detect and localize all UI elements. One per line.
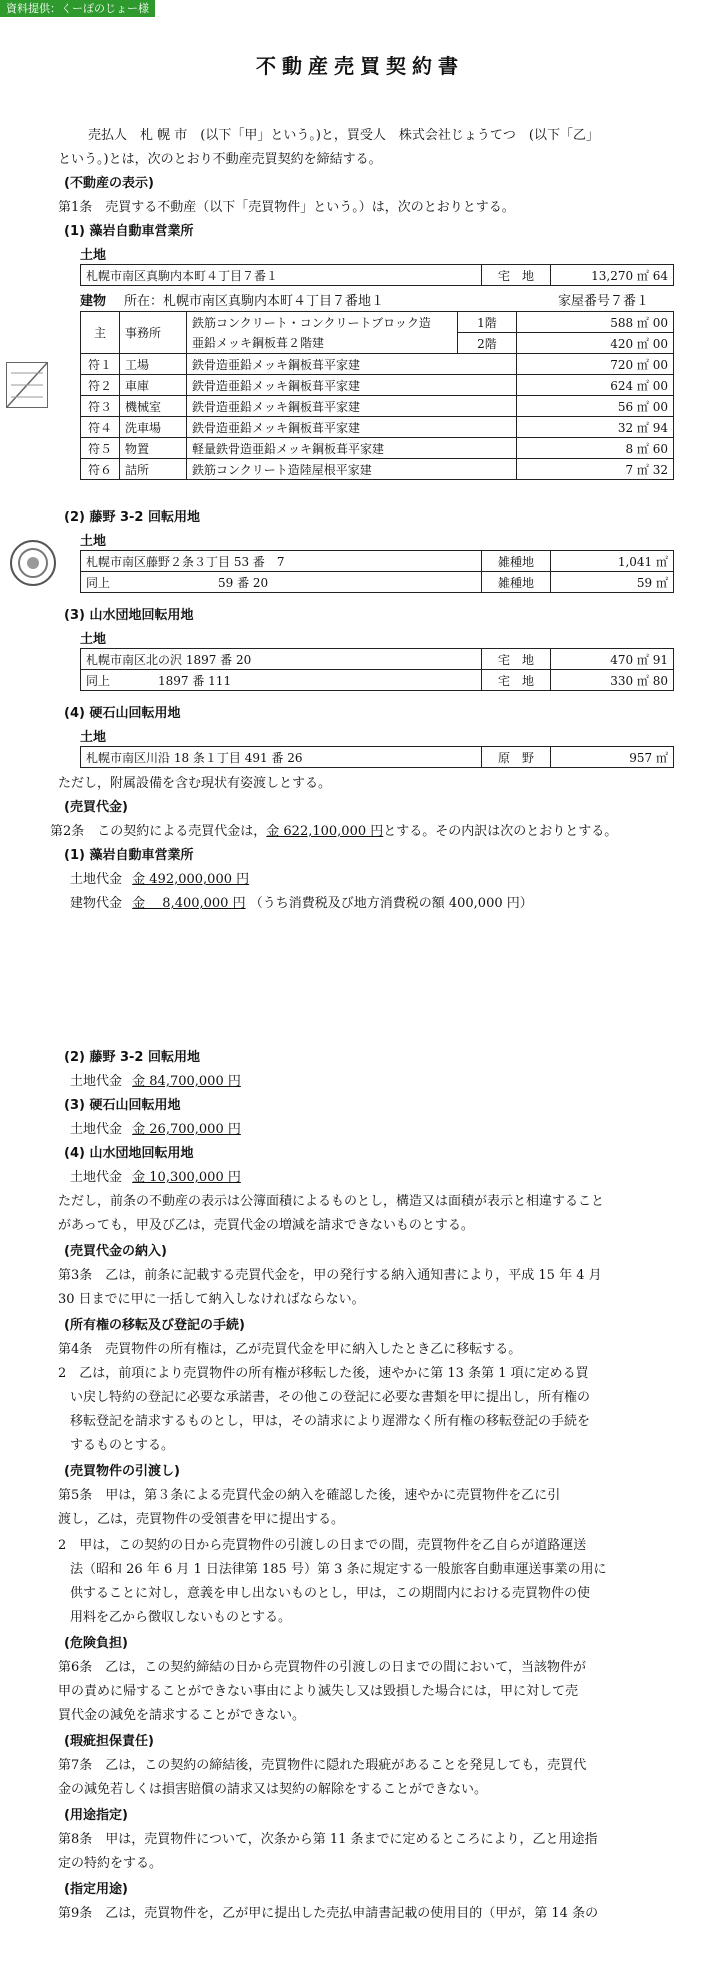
proviso: ただし，前条の不動産の表示は公簿面積によるものとし，構造又は面積が表示と相違すること — [58, 1194, 605, 1209]
use-cell: 車庫 — [120, 375, 187, 396]
article-5: 第5条 甲は，第３条による売買代金の納入を確認した後，速やかに売買物件を乙に引 — [58, 1488, 561, 1503]
use-cell: 事務所 — [120, 312, 187, 354]
mark-cell: 符６ — [81, 459, 120, 480]
table-row — [81, 670, 674, 691]
struct-cell: 軽量鉄骨造亜鉛メッキ鋼板葺平家建 — [187, 438, 517, 459]
mark-cell: 符２ — [81, 375, 120, 396]
section-heading: (用途指定) — [64, 1808, 128, 1823]
price-heading: (1) 藻岩自動車営業所 — [64, 848, 194, 863]
article-5-para-2: 用料を乙から徴収しないものとする。 — [70, 1610, 292, 1625]
article-7: 金の減免若しくは損害賠償の請求又は契約の解除をすることができない。 — [58, 1782, 488, 1797]
table-row — [81, 396, 674, 417]
price-row — [70, 1166, 241, 1185]
area-cell: 1,041 ㎡ — [551, 551, 674, 572]
section-heading: (危険負担) — [64, 1636, 128, 1651]
land-table — [80, 264, 674, 286]
type-cell: 雑種地 — [482, 572, 551, 593]
intro-line-1: 売払人 札 幌 市 (以下「甲」という。)と，買受人 株式会社じょうてつ (以下「乙」 — [88, 128, 599, 143]
table-row — [81, 459, 674, 480]
area-cell: 32 ㎡ 94 — [517, 417, 674, 438]
struct-cell: 鉄骨造亜鉛メッキ鋼板葺平家建 — [187, 396, 517, 417]
land-table — [80, 746, 674, 768]
article-4-para-2: い戻し特約の登記に必要な承諾書，その他この登記に必要な書類を甲に提出し，所有権の — [70, 1390, 591, 1405]
section-heading: (売買物件の引渡し) — [64, 1464, 180, 1479]
article-8: 第8条 甲は，売買物件について，次条から第 11 条までに定めるところにより，乙と用途指 — [58, 1832, 598, 1847]
price-label: 土地代金 — [70, 1074, 123, 1089]
type-cell: 原 野 — [482, 747, 551, 768]
article-5-para-2: 法（昭和 26 年 6 月 1 日法律第 185 号）第 3 条に規定する一般旅客自動車運送事業の用に — [70, 1562, 607, 1577]
article-2-text: 第2条 この契約による売買代金は， — [50, 824, 267, 839]
table-row — [81, 572, 674, 593]
price-amount: 金 8,400,000 円 — [132, 896, 246, 911]
article-4-para-2: するものとする。 — [70, 1438, 175, 1453]
address-cell: 札幌市南区北の沢 1897 番 20 — [81, 649, 482, 670]
use-cell: 詰所 — [120, 459, 187, 480]
article-7: 第7条 乙は，この契約の締結後，売買物件に隠れた瑕疵があることを発見しても，売買代 — [58, 1758, 587, 1773]
price-label: 建物代金 — [70, 896, 123, 911]
price-row — [70, 892, 533, 911]
address-cell: 同上 1897 番 111 — [81, 670, 482, 691]
area-cell: 8 ㎡ 60 — [517, 438, 674, 459]
margin-stamp — [6, 362, 48, 408]
area-cell: 7 ㎡ 32 — [517, 459, 674, 480]
use-cell: 工場 — [120, 354, 187, 375]
price-label: 土地代金 — [70, 1170, 123, 1185]
use-cell: 洗車場 — [120, 417, 187, 438]
intro-line-2: という。)とは，次のとおり不動産売買契約を締結する。 — [58, 152, 382, 167]
building-label: 建物 — [80, 294, 107, 309]
table-row — [81, 312, 674, 333]
proviso: ただし，附属設備を含む現状有姿渡しとする。 — [58, 776, 332, 791]
use-cell: 物置 — [120, 438, 187, 459]
proviso: があっても，甲及び乙は，売買代金の増減を請求できないものとする。 — [58, 1218, 474, 1233]
property-heading: (1) 藻岩自動車営業所 — [64, 224, 194, 239]
address-cell: 同上 59 番 20 — [81, 572, 482, 593]
article-4-para-2: 移転登記を請求するものとし，甲は，その請求により遅滞なく所有権の移転登記の手続を — [70, 1414, 591, 1429]
area-cell: 720 ㎡ 00 — [517, 354, 674, 375]
area-cell: 470 ㎡ 91 — [551, 649, 674, 670]
struct-cell: 鉄筋コンクリート・コンクリートブロック造 — [187, 312, 458, 333]
article-4: 第4条 売買物件の所有権は，乙が売買代金を甲に納入したとき乙に移転する。 — [58, 1342, 522, 1357]
article-8: 定の特約をする。 — [58, 1856, 163, 1871]
mark-cell: 符５ — [81, 438, 120, 459]
struct-cell: 鉄骨造亜鉛メッキ鋼板葺平家建 — [187, 375, 517, 396]
struct-cell: 鉄骨造亜鉛メッキ鋼板葺平家建 — [187, 354, 517, 375]
use-cell: 機械室 — [120, 396, 187, 417]
article-6: 買代金の減免を請求することができない。 — [58, 1708, 306, 1723]
article-5-para-2: 供することに対し，意義を申し出ないものとし，甲は，この期間内における売買物件の使 — [70, 1586, 591, 1601]
table-row — [81, 417, 674, 438]
mark-cell: 符１ — [81, 354, 120, 375]
section-heading: (売買代金の納入) — [64, 1244, 167, 1259]
page-title: 不動産売買契約書 — [256, 54, 464, 78]
article-6: 甲の責めに帰することができない事由により滅失し又は毀損した場合には，甲に対して売 — [58, 1684, 579, 1699]
article-9: 第9条 乙は，売買物件を，乙が甲に提出した売払申請書記載の使用目的（甲が，第 14 条の — [58, 1906, 599, 1921]
land-label: 土地 — [80, 730, 107, 745]
table-row — [81, 265, 674, 286]
article-6: 第6条 乙は，この契約締結の日から売買物件の引渡しの日までの間において，当該物件が — [58, 1660, 587, 1675]
table-row — [81, 438, 674, 459]
address-cell: 札幌市南区藤野２条３丁目 53 番 7 — [81, 551, 482, 572]
price-amount: 金 492,000,000 円 — [132, 872, 250, 887]
area-cell: 59 ㎡ — [551, 572, 674, 593]
address-cell: 札幌市南区真駒内本町４丁目７番１ — [81, 265, 482, 286]
source-badge: 資料提供：くーぽのじょー様 — [0, 0, 155, 17]
section-heading: (指定用途) — [64, 1882, 128, 1897]
price-heading: (2) 藤野 3-2 回転用地 — [64, 1050, 200, 1065]
table-row — [81, 354, 674, 375]
article-3: 30 日までに甲に一括して納入しなければならない。 — [58, 1292, 365, 1307]
section-heading: (瑕疵担保責任) — [64, 1734, 154, 1749]
floor-cell: 1階 — [458, 312, 517, 333]
section-heading: (不動産の表示) — [64, 176, 154, 191]
type-cell: 宅 地 — [482, 649, 551, 670]
price-heading: (3) 硬石山回転用地 — [64, 1098, 181, 1113]
property-heading: (3) 山水団地回転用地 — [64, 608, 194, 623]
land-table — [80, 648, 674, 691]
price-heading: (4) 山水団地回転用地 — [64, 1146, 194, 1161]
area-cell: 957 ㎡ — [551, 747, 674, 768]
table-row — [81, 747, 674, 768]
table-row — [81, 551, 674, 572]
price-row — [70, 868, 249, 887]
area-cell: 420 ㎡ 00 — [517, 333, 674, 354]
article-2 — [50, 820, 617, 839]
article-3: 第3条 乙は，前条に記載する売買代金を，甲の発行する納入通知書により，平成 15 年 4 月 — [58, 1268, 602, 1283]
price-label: 土地代金 — [70, 872, 123, 887]
stamp-cross-icon — [7, 363, 47, 407]
total-amount: 金 622,100,000 円 — [266, 824, 384, 839]
table-row — [81, 375, 674, 396]
section-heading: (売買代金) — [64, 800, 128, 815]
type-cell: 宅 地 — [482, 265, 551, 286]
struct-cell: 鉄筋コンクリート造陸屋根平家建 — [187, 459, 517, 480]
price-row — [70, 1070, 241, 1089]
seal-icon — [10, 540, 56, 586]
area-cell: 624 ㎡ 00 — [517, 375, 674, 396]
price-amount: 金 26,700,000 円 — [132, 1122, 241, 1137]
area-cell: 330 ㎡ 80 — [551, 670, 674, 691]
price-label: 土地代金 — [70, 1122, 123, 1137]
land-label: 土地 — [80, 632, 107, 647]
price-note: （うち消費税及び地方消費税の額 400,000 円） — [249, 896, 533, 911]
article-2-text: とする。その内訳は次のとおりとする。 — [383, 824, 618, 839]
land-label: 土地 — [80, 248, 107, 263]
mark-cell: 主 — [81, 312, 120, 354]
land-table — [80, 550, 674, 593]
floor-cell: 2階 — [458, 333, 517, 354]
price-amount: 金 10,300,000 円 — [132, 1170, 241, 1185]
article-5-para-2: 2 甲は，この契約の日から売買物件の引渡しの日までの間，売買物件を乙自らが道路運送 — [58, 1538, 587, 1553]
price-amount: 金 84,700,000 円 — [132, 1074, 241, 1089]
table-row — [81, 649, 674, 670]
land-label: 土地 — [80, 534, 107, 549]
house-number: 家屋番号７番１ — [558, 294, 650, 309]
building-table — [80, 311, 674, 480]
area-cell: 588 ㎡ 00 — [517, 312, 674, 333]
building-location: 所在：札幌市南区真駒内本町４丁目７番地１ — [124, 294, 385, 309]
mark-cell: 符３ — [81, 396, 120, 417]
article-4-para-2: 2 乙は，前項により売買物件の所有権が移転した後，速やかに第 13 条第 1 項に定める買 — [58, 1366, 589, 1381]
address-cell: 札幌市南区川沿 18 条１丁目 491 番 26 — [81, 747, 482, 768]
struct-cell: 亜鉛メッキ鋼板葺２階建 — [187, 333, 458, 354]
article-1: 第1条 売買する不動産（以下「売買物件」という。）は，次のとおりとする。 — [58, 200, 515, 215]
property-heading: (4) 硬石山回転用地 — [64, 706, 181, 721]
price-row — [70, 1118, 241, 1137]
type-cell: 雑種地 — [482, 551, 551, 572]
struct-cell: 鉄骨造亜鉛メッキ鋼板葺平家建 — [187, 417, 517, 438]
mark-cell: 符４ — [81, 417, 120, 438]
area-cell: 13,270 ㎡ 64 — [551, 265, 674, 286]
area-cell: 56 ㎡ 00 — [517, 396, 674, 417]
property-heading: (2) 藤野 3-2 回転用地 — [64, 510, 200, 525]
section-heading: (所有権の移転及び登記の手続) — [64, 1318, 245, 1333]
article-5: 渡し，乙は，売買物件の受領書を甲に提出する。 — [58, 1512, 345, 1527]
type-cell: 宅 地 — [482, 670, 551, 691]
